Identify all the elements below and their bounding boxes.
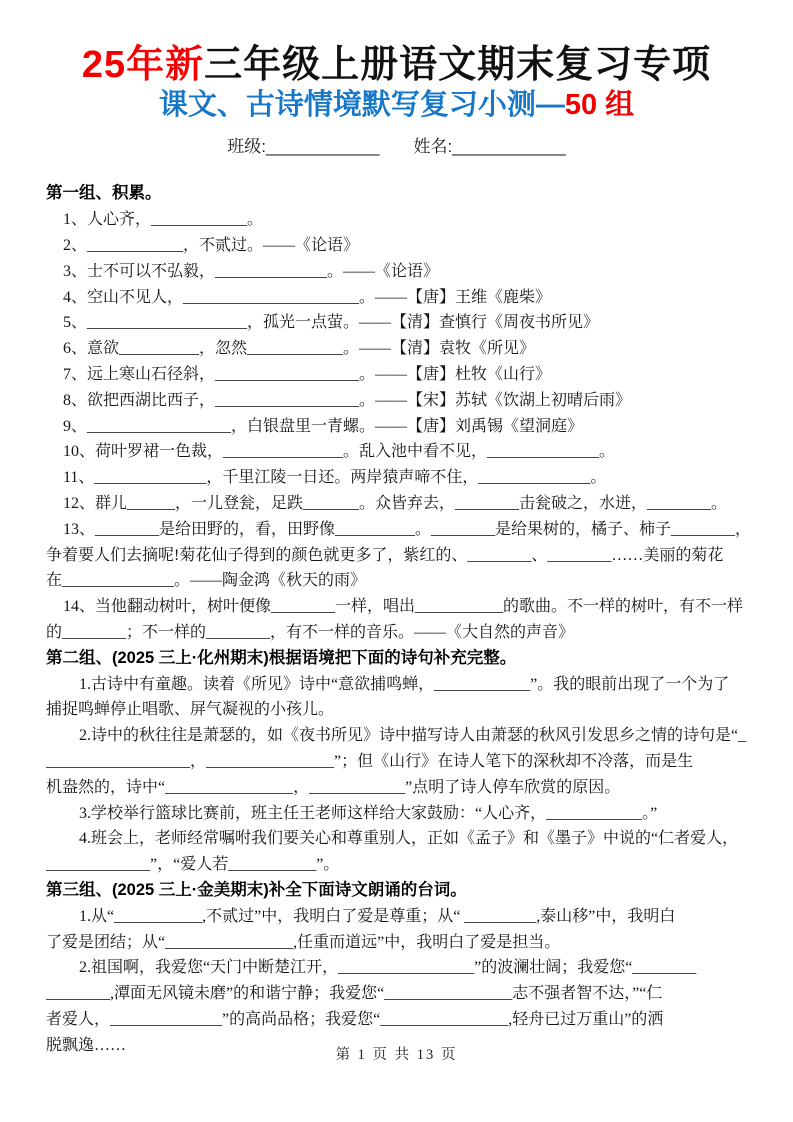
worksheet-line: 者爱人，______________”的高尚品格；我爱您“________________,轻舟已过万重山”的洒: [46, 1010, 664, 1028]
page-title-highlight: 25年新: [81, 44, 205, 86]
worksheet-line: 1.从“___________,不贰过”中，我明白了爱是尊重；从“ _________,泰山移”中，我明白: [79, 907, 676, 925]
page-title: [0, 0, 793, 87]
document-body: [46, 181, 752, 1058]
name-field-label: 姓名:: [413, 137, 453, 157]
worksheet-line: 12、群儿______，一儿登瓮，足跌_______。众皆弃去，________击瓮破之，水迸，________。: [63, 495, 728, 512]
worksheet-line: ________,潭面无风镜未磨”的和谐宁静；我爱您“________________志不强者智不达，”“仁: [46, 985, 663, 1003]
worksheet-line: 3、士不可以不弘毅，______________。——《论语》: [63, 262, 440, 280]
worksheet-line: 3.学校举行篮球比赛前，班主任王老师这样给大家鼓励：“人心齐，____________。”: [79, 804, 658, 822]
class-field: [227, 132, 379, 157]
worksheet-line: 捕捉鸣蝉停止唱歌、屏气凝视的小孩儿。: [46, 701, 335, 719]
page-title-main: 三年级上册语文期末复习专项: [204, 44, 712, 86]
worksheet-line: 2.诗中的秋往往是萧瑟的，如《夜书所见》诗中描写诗人由萧瑟的秋风引发思乡之情的诗句是“_: [79, 727, 747, 745]
page-subtitle-red: 50 组: [564, 88, 635, 121]
section-heading: 第二组、(2025 三上·化州期末)根据语境把下面的诗句补充完整。: [46, 648, 517, 667]
worksheet-line: 6、意欲__________，忽然____________。——【清】袁牧《所见》: [63, 340, 536, 358]
worksheet-line: 机盎然的，诗中“________________，____________”点明了诗人停车欣赏的原因。: [46, 778, 621, 796]
section-heading: 第三组、(2025 三上·金美期末)补全下面诗文朗诵的台词。: [46, 880, 467, 899]
worksheet-line: 8、欲把西湖比西子，__________________。——【宋】苏轼《饮湖上初晴后雨》: [63, 391, 632, 409]
name-field-blank: ____________: [452, 137, 566, 157]
class-field-blank: ____________: [266, 137, 380, 157]
worksheet-line: 11、______________，千里江陵一日还。两岸猿声啼不住，______________。: [63, 469, 607, 487]
worksheet-line: 4.班会上，老师经常嘱咐我们要关心和尊重别人，正如《孟子》和《墨子》中说的“仁者爱人，: [79, 830, 739, 848]
page-subtitle: [0, 90, 793, 122]
worksheet-line: 2、____________，不贰过。——《论语》: [63, 237, 360, 255]
worksheet-line: 的________；不一样的________，有不一样的音乐。——《大自然的声音》: [46, 623, 575, 641]
worksheet-line: 脱飘逸……: [46, 1036, 127, 1054]
worksheet-line: 在______________。——陶金鸿《秋天的雨》: [46, 572, 367, 590]
worksheet-line: 14、当他翻动树叶，树叶便像________一样，唱出___________的歌曲。不一样的树叶，有不一样: [63, 598, 744, 616]
page-subtitle-blue: 课文、古诗情境默写复习小测—: [158, 88, 565, 121]
worksheet-line: 13、________是给田野的，看，田野像__________。________是给果树的，橘子、柿子________，: [63, 520, 752, 538]
worksheet-line: 5、____________________，孤光一点萤。——【清】查慎行《周夜书所见》: [63, 314, 600, 332]
class-field-label: 班级:: [227, 137, 267, 157]
worksheet-line: 1.古诗中有童趣。读着《所见》诗中“意欲捕鸣蝉，____________”。我的眼前出现了一个为了: [79, 675, 730, 693]
worksheet-line: 了爱是团结；从“________________,任重而道远”中，我明白了爱是担当。: [46, 933, 561, 951]
section-heading: 第一组、积累。: [46, 184, 162, 203]
worksheet-line: 争着要人们去摘呢!菊花仙子得到的颜色就更多了，紫红的、________、________……美丽的菊花: [46, 546, 724, 564]
student-info-row: [0, 132, 793, 157]
worksheet-line: 10、荷叶罗裙一色裁，_______________。乱入池中看不见，______________。: [63, 443, 616, 461]
worksheet-line: 2.祖国啊，我爱您“天门中断楚江开，_________________”的波澜壮阔；我爱您“________: [79, 959, 697, 977]
worksheet-line: 7、远上寒山石径斜，__________________。——【唐】杜牧《山行》: [63, 366, 552, 384]
page-footer: 第 1 页 共 13 页: [335, 1047, 458, 1063]
worksheet-line: 1、人心齐，____________。: [63, 211, 264, 229]
worksheet-line: 9、__________________，白银盘里一青螺。——【唐】刘禹锡《望洞庭》: [63, 417, 584, 435]
worksheet-line: _____________”，“爱人若___________”。: [46, 856, 340, 874]
name-field: [414, 132, 566, 157]
worksheet-line: __________________，________________”；但《山行》在诗人笔下的深秋却不冷落，而是生: [46, 752, 694, 770]
worksheet-line: 4、空山不见人，______________________。——【唐】王维《鹿柴》: [63, 288, 552, 306]
